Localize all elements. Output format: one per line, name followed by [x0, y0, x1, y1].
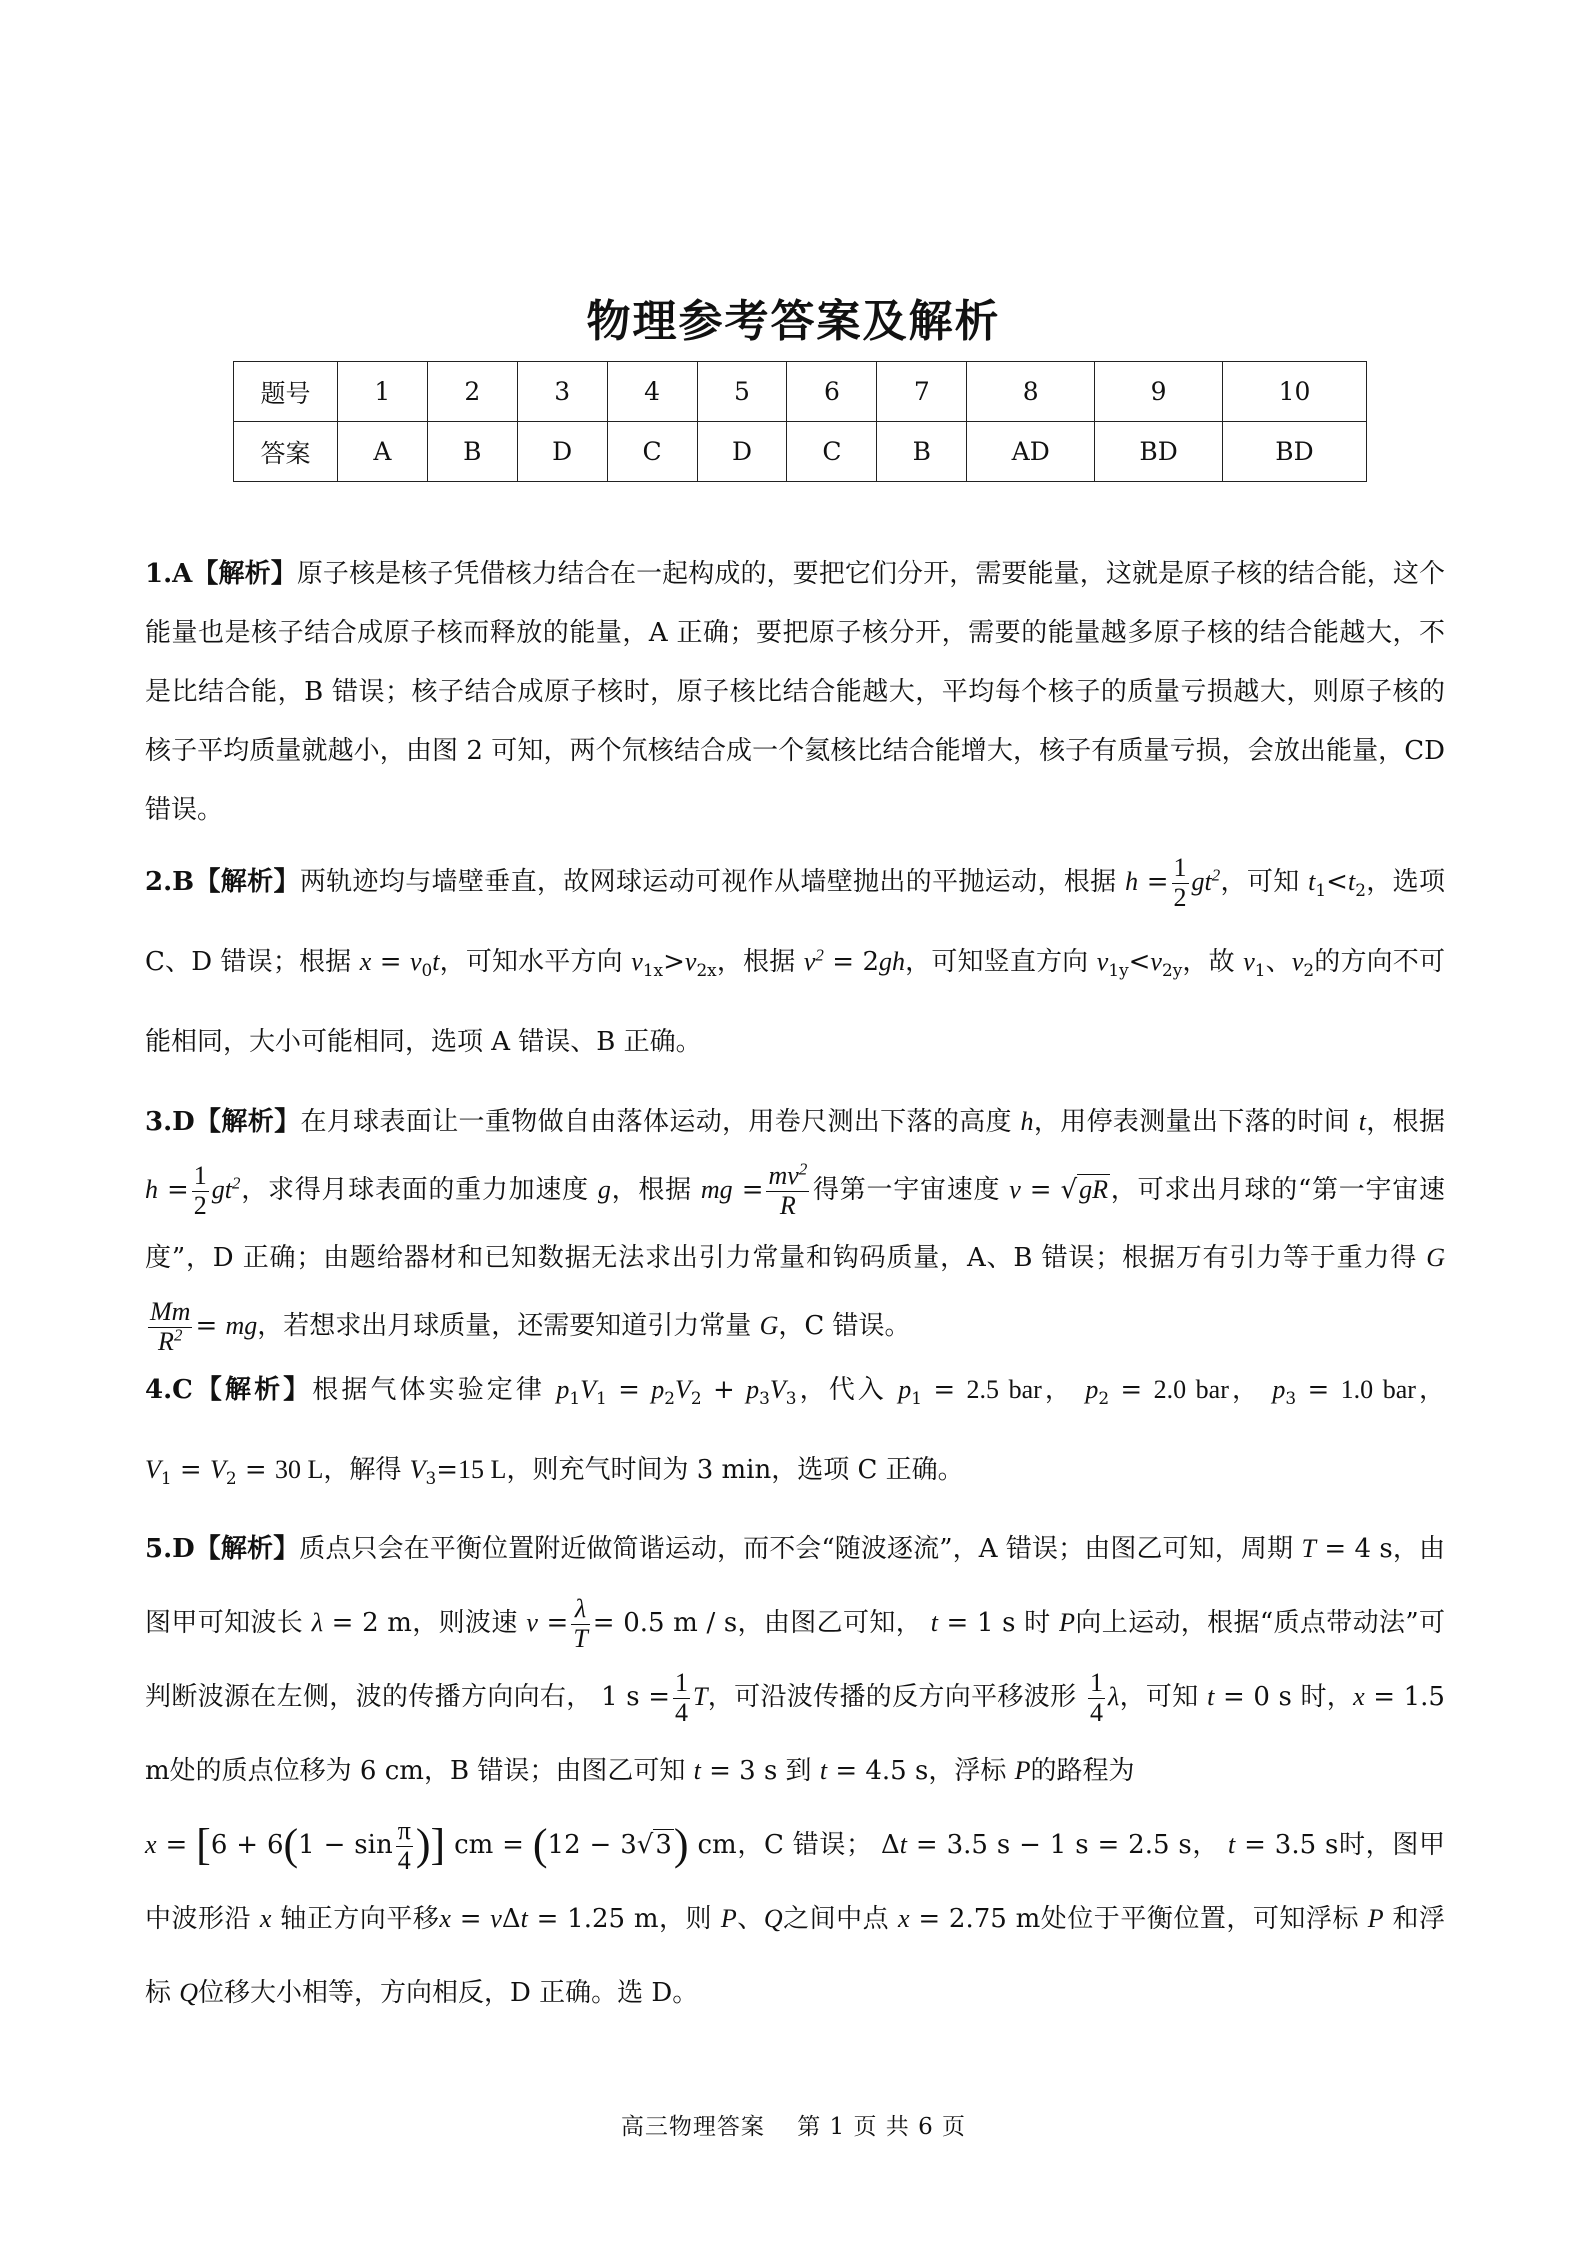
solution-text: ，代入: [796, 1375, 887, 1405]
solution-text: 质点只会在平衡位置附近做简谐运动，而不会“随波逐流”，A 错误；由图乙可知，周期: [299, 1534, 1294, 1564]
value: 2.5 bar: [966, 1375, 1042, 1404]
solution-text: ，由图甲可知波长: [145, 1534, 1445, 1638]
solution-text: 之间中点: [782, 1904, 890, 1934]
fraction: $\frac{1}{4}$: [1090, 1667, 1103, 1727]
solution-text: ，C 错误；: [736, 1830, 873, 1860]
fraction: $\frac{mv^2}{R}$: [768, 1159, 808, 1220]
value: 30 L: [274, 1455, 324, 1484]
solution-text: ，故: [1182, 947, 1235, 977]
question-number: 10: [1223, 362, 1367, 422]
solution-text: ，可知竖直方向: [905, 947, 1089, 977]
answer-cell: A: [337, 422, 427, 482]
question-number: 9: [1095, 362, 1223, 422]
solution-text: ，可知: [1119, 1682, 1199, 1712]
value: 1.0 bar: [1340, 1375, 1416, 1404]
answer-cell: BD: [1223, 422, 1367, 482]
fraction: $\frac{\lambda}{T}$: [573, 1593, 588, 1653]
question-number: 4: [607, 362, 697, 422]
solution-text: ，可知水平方向: [439, 947, 623, 977]
question-number-row: [234, 362, 1367, 422]
fraction: $\frac{1}{4}$: [675, 1667, 689, 1727]
solution-text: ，根据: [610, 1175, 692, 1205]
row-label: 题号: [234, 362, 338, 422]
question-number: 3: [517, 362, 607, 422]
question-number: 2: [427, 362, 517, 422]
answer-cell: D: [697, 422, 787, 482]
solution-text: 轴正方向平移: [280, 1904, 440, 1934]
formula: h: [145, 1175, 158, 1204]
solution-text: 得第一宇宙速度: [812, 1175, 1001, 1205]
solution-label: 3.D【解析】: [145, 1107, 301, 1137]
solution-text: ，可知: [1220, 867, 1300, 897]
question-number: 6: [787, 362, 877, 422]
formula: x: [359, 947, 372, 976]
solution-text: 在月球表面让一重物做自由落体运动，用卷尺测出下落的高度: [300, 1107, 1012, 1137]
solution-text: 位移大小相等，方向相反，D 正确。选 D。: [198, 1978, 699, 2008]
question-number: 8: [967, 362, 1095, 422]
value: 2.0 bar: [1153, 1375, 1229, 1404]
formula-path: x = [6 + 6(1 − sin $\frac{\pi}{4}$ )] cm = (12 − 3√3) cm: [145, 1815, 737, 1875]
question-number: 7: [877, 362, 967, 422]
solution-label: 4.C【解析】: [145, 1375, 313, 1405]
solution-text: ，由图乙可知，: [737, 1608, 923, 1638]
solution-text: ，可求出月球的“第一宇宙速度”，D 正确；由题给器材和已知数据无法求出引力常量和钩码质量，A、B 错误；根据万有引力等于重力得: [145, 1175, 1445, 1273]
question-number: 1: [337, 362, 427, 422]
answer-cell: B: [427, 422, 517, 482]
solution-text: ，选项 C、D 错误；根据: [145, 867, 1445, 977]
solution-text: ，C 错误。: [778, 1311, 911, 1341]
solution-text: ，若想求出月球质量，还需要知道引力常量: [257, 1311, 752, 1341]
solution-label: 2.B【解析】: [145, 867, 300, 897]
answer-cell: B: [877, 422, 967, 482]
value: 15 L: [458, 1455, 507, 1484]
formula: $v^2$: [803, 945, 824, 976]
solution-text: ，则充气时间为 3 min，选项 C 正确。: [506, 1455, 964, 1485]
row-label: 答案: [234, 422, 338, 482]
solution-4: 4.C【解析】根据气体实验定律 $p_1V_1 = p_2V_2 + p_3V_3$，代入 $p_1 = 2.5$ bar， $p_2 = 2.0$ bar， $p_3 = 1.0$ bar， $V_1 = V_2 = 30$ L，解得 $V_3=15$ L，则充气时间为 3 min，选项 C 正确。: [145, 1375, 1446, 1489]
fraction: $\frac{1}{2}$: [193, 1160, 207, 1220]
answer-cell: C: [787, 422, 877, 482]
solution-text: ，根据: [1365, 1107, 1445, 1137]
page-footer: 高三物理答案 第 1 页 共 6 页: [620, 2114, 967, 2140]
solution-text: 处的质点位移为 6 cm，B 错误；由图乙可知: [169, 1756, 686, 1786]
solution-text: ，浮标: [928, 1756, 1007, 1786]
solution-text: ，则: [658, 1904, 713, 1934]
formula: $gt^2$: [1191, 865, 1221, 896]
solution-text: 根据气体实验定律: [312, 1375, 545, 1405]
solution-text: 的方向不可能相同，大小可能相同，选项 A 错误、B 正确。: [145, 947, 1445, 1057]
solution-text: ，用停表测量出下落的时间: [1033, 1107, 1351, 1137]
answer-cell: BD: [1095, 422, 1223, 482]
solution-text: 原子核是核子凭借核力结合在一起构成的，要把它们分开，需要能量，这就是原子核的结合能，这个能量也是核子结合成原子核而释放的能量，A 正确；要把原子核分开，需要的能量越多原子核的结合能越大，不是比结合能，B 错误；核子结合成原子核时，原子核比结合能越大，平均每个核子的质量亏损越大，则原子核的核子平均质量就越小，由图 2 可知，两个氘核结合成一个氦核比结合能增大，核子有质量亏损，会放出能量，CD 错误。: [145, 559, 1445, 825]
solution-text: ，根据: [716, 947, 796, 977]
formula: t: [1308, 867, 1316, 896]
answer-cell: D: [517, 422, 607, 482]
formula: h: [1125, 867, 1139, 896]
solution-text: ，可沿波传播的反方向平移波形: [707, 1682, 1077, 1712]
answer-table: [233, 361, 1367, 482]
solution-text: 的路程为: [1030, 1756, 1135, 1786]
solution-label: 1.A【解析】: [145, 559, 297, 589]
fraction: $\frac{1}{2}$: [1173, 852, 1187, 912]
solution-text: ，则波速: [411, 1608, 518, 1638]
solution-text: 时，图甲中波形沿: [145, 1830, 1445, 1934]
solution-3: 3.D【解析】在月球表面让一重物做自由落体运动，用卷尺测出下落的高度 h，用停表测量出下落的时间 t，根据 h = $\frac{1}{2}$ $gt^2$，求得月球表面的重力加速度 g，根据 mg = $\frac{mv^2}{R}$ 得第一宇宙速度 v = √gR，可求出月球的“第一宇宙速度”，D 正确；由题给器材和已知数据无法求出引力常量和钩码质量，A、B 错误；根据万有引力等于重力得 G $\frac{Mm}{R^2}$ = mg，若想求出月球质量，还需要知道引力常量 G，C 错误。: [145, 1107, 1445, 1356]
solution-text: 处位于平衡位置，可知浮标: [1040, 1904, 1359, 1934]
fraction: $\frac{Mm}{R^2}$: [150, 1296, 191, 1356]
solution-5: 5.D【解析】质点只会在平衡位置附近做简谐运动，而不会“随波逐流”，A 错误；由图乙可知，周期 T = 4 s，由图甲可知波长 λ = 2 m，则波速 v = $\frac{\lambda}{T}$ = 0.5 m / s，由图乙可知， t = 1 s 时 P向上运动，根据“质点带动法”可判断波源在左侧，波的传播方向向右， 1 s = $\frac{1}{4}$ T，可沿波传播的反方向平移波形 $\frac{1}{4}$ λ，可知 t = 0 s 时，x = 1.5 m处的质点位移为 6 cm，B 错误；由图乙可知 t = 3 s 到 t = 4.5 s，浮标 P的路程为 x = [6 + 6(1 − sin $\frac{\pi}{4}$ )] cm = (12 − 3√3) cm，C 错误； Δt = 3.5 s − 1 s = 2.5 s， t = 3.5 s时，图甲中波形沿 x 轴正方向平移x = vΔt = 1.25 m，则 P、Q之间中点 x = 2.75 m处位于平衡位置，可知浮标 P 和浮标 Q位移大小相等，方向相反，D 正确。选 D。: [145, 1534, 1445, 2008]
solution-1: [145, 545, 1445, 840]
answer-row: [234, 422, 1367, 482]
solution-text: 向上运动，根据“质点带动法”可判断波源在左侧，波的传播方向向右，: [145, 1608, 1445, 1712]
answer-cell: AD: [967, 422, 1095, 482]
solution-text: 两轨迹均与墙壁垂直，故网球运动可视作从墙壁抛出的平抛运动，根据: [299, 867, 1117, 897]
answer-cell: C: [607, 422, 697, 482]
solution-text: ，解得: [323, 1455, 402, 1485]
solution-label: 5.D【解析】: [145, 1534, 300, 1564]
solution-2: 2.B【解析】两轨迹均与墙壁垂直，故网球运动可视作从墙壁抛出的平抛运动，根据 h = $\frac{1}{2}$ $gt^2$，可知 $t_1<t_2$，选项 C、D 错误；根据 $x = v_0t$，可知水平方向 $v_{1x}>v_{2x}$，根据 $v^2 = 2gh$，可知竖直方向 $v_{1y}<v_{2y}$，故 $v_1$、$v_2$的方向不可能相同，大小可能相同，选项 A 错误、B 正确。: [145, 852, 1445, 1057]
solution-text: ，求得月球表面的重力加速度: [240, 1175, 589, 1205]
page-title: 物理参考答案及解析: [586, 296, 1001, 347]
question-number: 5: [697, 362, 787, 422]
